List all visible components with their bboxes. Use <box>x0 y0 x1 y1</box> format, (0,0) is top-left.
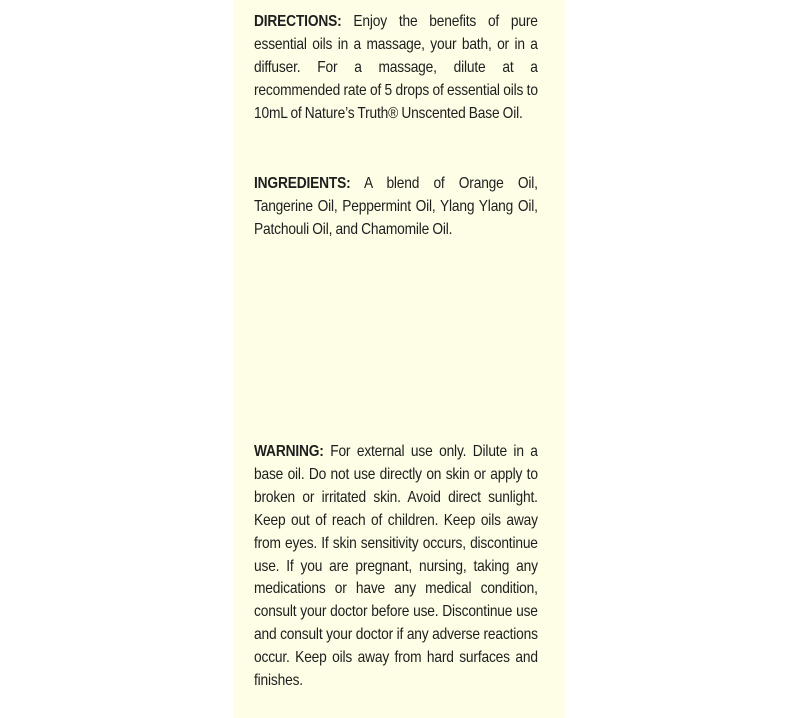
warning-heading: WARNING: <box>254 443 324 460</box>
warning-text: For external use only. Dilute in a base oil. Do not use directly on skin or apply to broken or irritated skin. Avoid direct sunlight. Keep out of reach of children. Keep oils away from eyes. If skin sensitivity occurs, discontinue use. If you are pregnant, nursing, taking any medications or have any medical condition, consult your doctor before use. Discontinue use and consult your doctor if any adverse reactions occur. Keep oils away from hard surfaces and finishes. <box>254 443 538 690</box>
ingredients-heading: INGREDIENTS: <box>254 175 351 192</box>
directions-section <box>254 11 538 126</box>
ingredients-text: A blend of Orange Oil, Tangerine Oil, Peppermint Oil, Ylang Ylang Oil, Patchouli Oil, and Chamomile Oil. <box>254 175 538 238</box>
directions-heading: DIRECTIONS: <box>254 13 342 30</box>
directions-text: Enjoy the benefits of pure essential oils in a massage, your bath, or in a diffuser. For a massage, dilute at a recommended rate of 5 drops of essential oils to 10mL of Nature’s Truth® Unscented Base Oil. <box>254 13 538 122</box>
product-label-panel <box>233 0 565 718</box>
warning-section <box>254 441 538 693</box>
ingredients-section <box>254 173 538 242</box>
